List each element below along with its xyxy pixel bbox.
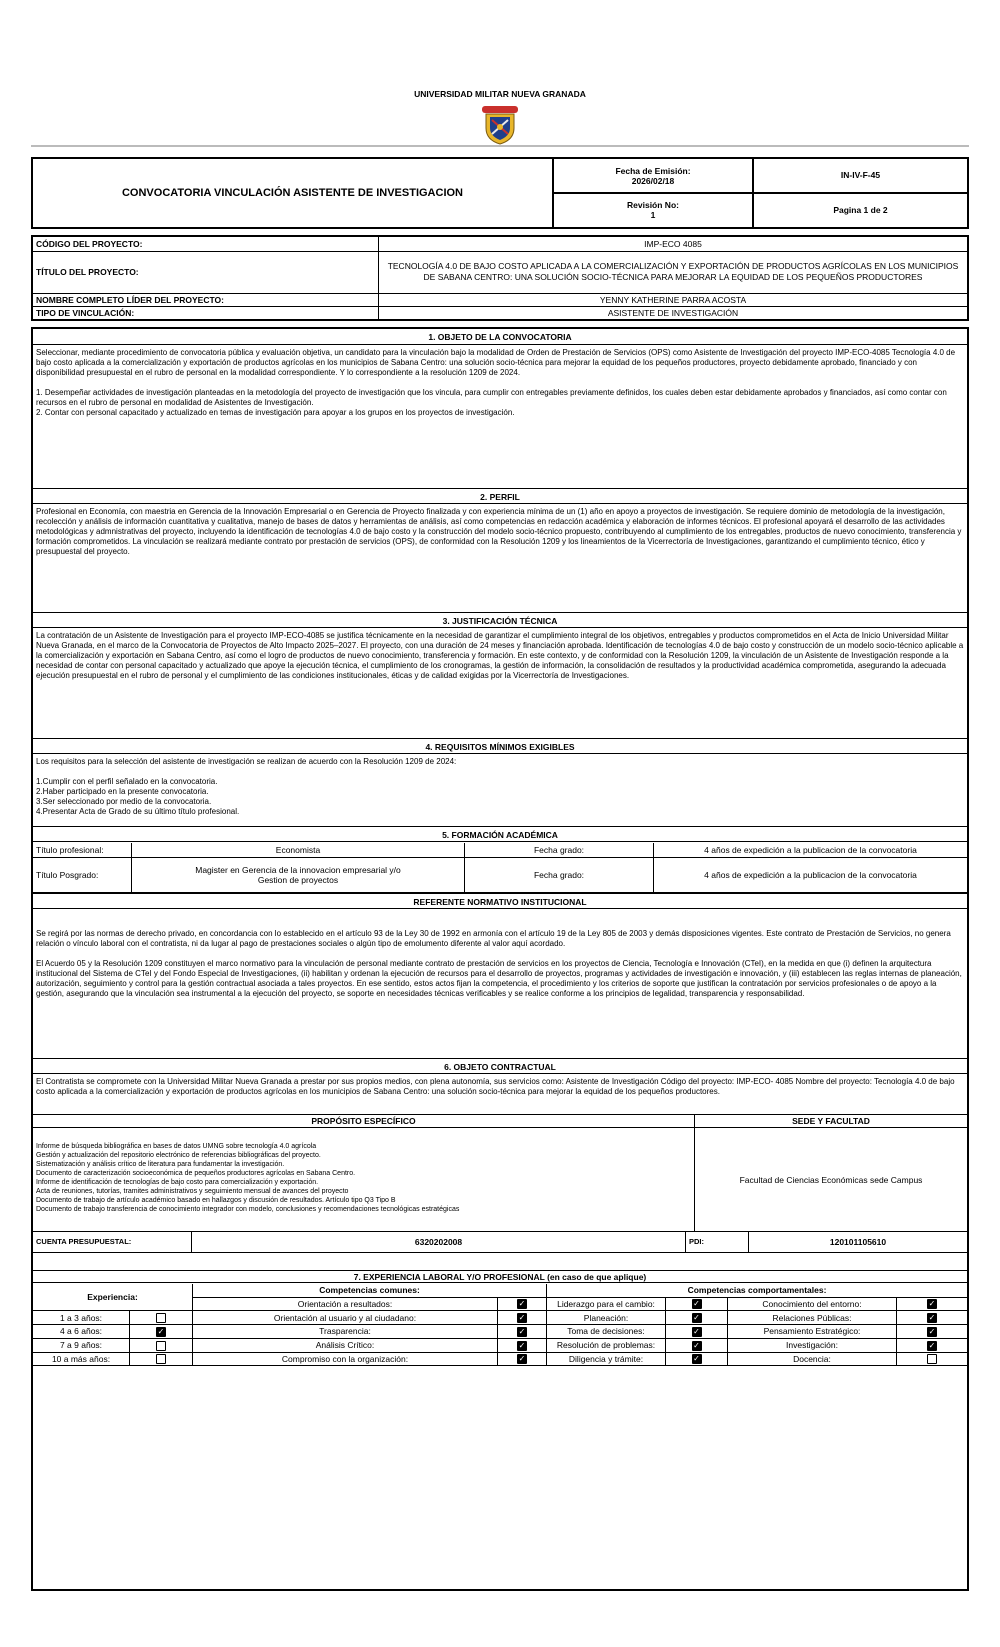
ref-title: REFERENTE NORMATIVO INSTITUCIONAL — [33, 893, 967, 909]
checkbox-cell — [498, 1311, 547, 1325]
checkbox-cell — [498, 1338, 547, 1352]
checkbox-cell — [130, 1311, 193, 1325]
budget-account: 6320202008 — [192, 1232, 686, 1252]
checkbox-unchecked-icon[interactable] — [156, 1313, 166, 1323]
project-title-label: TÍTULO DEL PROYECTO: — [33, 251, 379, 293]
s2-body: Profesional en Economía, con maestria en Gerencia de la Innovación Empresarial o en Gerencia de Proyecto finalizada y con experiencia mínima de un (1) año en apoyo a proyectos de investigación. Se requiere dominio de metodología de la investigación, recolección y análisis de información cuantitativa y cualitativa, manejo de bases de datos y herramientas de análisis, así como competencias en redacción académica y elaboración de informes técnicos. El profesional apoyará el desarrollo de las actividades metodológicas y admnistrativas del proyecto, incluyendo la identificación de tecnologías 4.0 de bajo costo y la construcción del modelo socio-técnico propuesto, contribuyendo al cumplimiento de los entregables, productos de nuevo conocimiento, transferencia y formación comprometidos. La vinculación se realizará mediante contrato por prestación de servicios (OPS), de conformidad con la Resolución 1209 y los lineamientos de la Vicerrectoría de Investigaciones, garantizando el cumplimiento técnico, ético y presupuestal del proyecto. — [36, 507, 962, 556]
checkbox-checked-icon[interactable]: ✓ — [518, 1299, 526, 1309]
revision-label: Revisión No: — [627, 200, 679, 210]
project-code-label: CÓDIGO DEL PROYECTO: — [33, 237, 379, 251]
postgrad-title — [132, 857, 465, 892]
checkbox-cell — [130, 1352, 193, 1366]
experience-range: 1 a 3 años: — [33, 1311, 130, 1325]
competency-behavioral: Planeación: — [547, 1311, 666, 1325]
s4-item: 3.Ser seleccionado por medio de la convocatoria. — [36, 797, 212, 806]
project-leader: YENNY KATHERINE PARRA ACOSTA — [379, 293, 968, 306]
s1-paragraph-2: 1. Desempeñar actividades de investigación planteadas en la metodología del proyecto de investigación que los vincula, para cumplir con entregables previamente definidos, los cuales deben estar debidamente aprobados y financiados, así como contar con recursos en el rubro de personal en modalidad de Asistentes de Investigación. — [36, 388, 947, 407]
university-crest-icon — [478, 104, 522, 146]
form-header — [31, 157, 969, 229]
checkbox-cell — [130, 1325, 193, 1339]
purpose-item: Documento de trabajo de artículo académico basado en hallazgos y discusión de resultados. Artículo tipo Q3 Tipo B — [36, 1197, 396, 1204]
checkbox-cell — [130, 1338, 193, 1352]
checkbox-checked-icon[interactable]: ✓ — [518, 1326, 526, 1336]
s4-item: 1.Cumplir con el perfil señalado en la convocatoria. — [36, 777, 218, 786]
emission-cell — [552, 159, 752, 194]
checkbox-checked-icon[interactable]: ✓ — [693, 1299, 700, 1309]
purpose-item: Documento de caracterización socioeconómica de pequeños productores agrícolas en Sabana Centro. — [36, 1170, 356, 1177]
behavioral-competencies-label: Competencias comportamentales: — [547, 1284, 968, 1297]
purpose-item: Gestión y actualización del repositorio electrónico de referencias bibliográficas del proyecto. — [36, 1152, 321, 1159]
s4-intro: Los requisitos para la selección del asistente de investigación se realizan de acuerdo con la Resolución 1209 de 2024: — [36, 757, 457, 766]
checkbox-checked-icon[interactable]: ✓ — [693, 1326, 700, 1336]
university-name: UNIVERSIDAD MILITAR NUEVA GRANADA — [414, 89, 586, 99]
checkbox-cell — [897, 1311, 968, 1325]
checkbox-cell — [666, 1338, 728, 1352]
checkbox-cell — [666, 1325, 728, 1339]
s1-paragraph-3: 2. Contar con personal capacitado y actualizado en temas de investigación para apoyar a los grupos en los proyectos de investigación. — [36, 408, 515, 417]
purpose-item: Sistematización y análisis crítico de literatura para fundamentar la investigación. — [36, 1161, 285, 1168]
project-leader-label: NOMBRE COMPLETO LÍDER DEL PROYECTO: — [33, 293, 379, 306]
experience-range: 7 a 9 años: — [33, 1338, 130, 1352]
s5-title: 5. FORMACIÓN ACADÉMICA — [33, 826, 967, 842]
checkbox-checked-icon[interactable]: ✓ — [518, 1313, 526, 1322]
checkbox-checked-icon[interactable]: ✓ — [693, 1313, 700, 1322]
competency-behavioral: Conocimiento del entorno: — [728, 1297, 897, 1311]
experience-label: Experiencia: — [33, 1284, 193, 1311]
s6-title: 6. OBJETO CONTRACTUAL — [33, 1058, 967, 1074]
checkbox-checked-icon[interactable]: ✓ — [693, 1354, 700, 1364]
competency-common: Trasparencia: — [193, 1325, 498, 1339]
emission-date: 2026/02/18 — [631, 176, 675, 186]
purpose-header: PROPÓSITO ESPECÍFICO — [33, 1115, 695, 1128]
grad-date: 4 años de expedición a la publicacion de la convocatoria — [654, 843, 968, 857]
checkbox-cell — [498, 1325, 547, 1339]
checkbox-checked-icon[interactable]: ✓ — [518, 1354, 526, 1364]
checkbox-checked-icon[interactable]: ✓ — [928, 1340, 936, 1350]
main-body — [31, 327, 969, 1591]
header-divider — [31, 145, 969, 147]
checkbox-cell — [897, 1338, 968, 1352]
postgrad-title-line-2: Gestion de proyectos — [257, 874, 339, 885]
checkbox-unchecked-icon[interactable] — [156, 1341, 166, 1351]
competency-behavioral: Relaciones Públicas: — [728, 1311, 897, 1325]
experience-range: 10 a más años: — [33, 1352, 130, 1366]
checkbox-checked-icon[interactable]: ✓ — [928, 1313, 936, 1322]
s4-item: 2.Haber participado en la presente convocatoria. — [36, 787, 209, 796]
competency-behavioral: Resolución de problemas: — [547, 1338, 666, 1352]
emission-label: Fecha de Emisión: — [615, 166, 691, 176]
s3-title: 3. JUSTIFICACIÓN TÉCNICA — [33, 612, 967, 628]
site-header: SEDE Y FACULTAD — [695, 1115, 968, 1128]
s2-title: 2. PERFIL — [33, 488, 967, 504]
s4-body — [33, 755, 967, 819]
revision-cell — [552, 194, 752, 227]
common-competencies-label: Competencias comunes: — [193, 1284, 547, 1297]
purpose-item: Informe de identificación de tecnologías de bajo costo para comercialización y exportación. — [36, 1179, 319, 1186]
professional-title: Economista — [132, 843, 465, 857]
competency-behavioral: Docencia: — [728, 1352, 897, 1366]
project-title: TECNOLOGÍA 4.0 DE BAJO COSTO APLICADA A LA COMERCIALIZACIÓN Y EXPORTACIÓN DE PRODUCTOS AGRÍCOLAS EN LOS MUNICIPIOS DE SABANA CENTRO: UNA SOLUCIÓN SOCIO-TÉCNICA PARA MEJORAR LA EQUIDAD DE LOS PEQUEÑOS PRODUCTORES — [379, 251, 968, 293]
checkbox-checked-icon[interactable]: ✓ — [928, 1299, 936, 1309]
checkbox-checked-icon[interactable]: ✓ — [693, 1340, 700, 1350]
s1-paragraph-1: Seleccionar, mediante procedimiento de convocatoria pública y evaluación objetiva, un candidato para la vinculación bajo la modalidad de Orden de Prestación de Servicios (OPS) como Asistente de Investigación del proyecto IMP-ECO-4085 Tecnología 4.0 de bajo costo aplicada a la comercialización y exportación de productos agrícolas en los municipios de Sabana Centro: una solución socio-técnica para mejorar la equidad de los pequeños productores, proyecto debidamente aprobado, financiado y con disponibilidad presupuestal en el rubro de personal en la modalidad correspondiente. Y lo correspondiente a la resolución 1209 de 2024. — [36, 348, 956, 377]
checkbox-unchecked-icon[interactable] — [927, 1354, 937, 1364]
checkbox-cell — [897, 1352, 968, 1366]
checkbox-unchecked-icon[interactable] — [156, 1354, 166, 1364]
ref-paragraph-1: Se regirá por las normas de derecho privado, en concordancia con lo establecido en el artículo 93 de la Ley 30 de 1992 en armonía con el artículo 19 de la Ley 805 de 2003 y demás disposiciones vigentes. Este contrato de Prestación de Servicios, no genera relación o vínculo laboral con el contratista, ni da lugar al pago de prestaciones sociales o algún tipo de emolumento diferente al valor aquí acordado. — [36, 929, 951, 948]
competency-behavioral: Diligencia y trámite: — [547, 1352, 666, 1366]
s5-table — [33, 843, 967, 893]
competency-common: Orientación a resultados: — [193, 1297, 498, 1311]
s1-title: 1. OBJETO DE LA CONVOCATORIA — [33, 329, 967, 345]
ref-paragraph-2: El Acuerdo 05 y la Resolución 1209 constituyen el marco normativo para la vinculación de personal mediante contrato de prestación de servicios en los proyectos de Ciencia, Tecnología e Innovación (CTeI), en la medida en que (i) definen la arquitectura institucional del Sistema de CTeI y del Fondo Especial de Investigaciones, (ii) habilitan y ordenan la ejecución de recursos para el desarrollo de proyectos, programas y actividades de investigación e innovación, y (iii) establecen las reglas internas de planeación, autorización, seguimiento y control para la gestión contractual asociada a tales proyectos. En ese sentido, estos actos fijan la competencia, el procedimiento y los criterios de soporte que justifican la contratación por servicios profesionales o de apoyo a la gestión, asegurando que la vinculación sea instrumental a la ejecución del proyecto, se soporte en necesidades técnicas verificables y se realice conforme a los principios de legalidad, transparencia y responsabilidad. — [36, 959, 962, 998]
checkbox-cell — [666, 1297, 728, 1311]
budget-label: CUENTA PRESUPUESTAL: — [33, 1232, 192, 1252]
postgrad-title-line-1: Magister en Gerencia de la innovacion empresarial y/o — [195, 864, 401, 875]
pdi-value: 120101105610 — [749, 1232, 968, 1252]
competency-behavioral: Pensamiento Estratégico: — [728, 1325, 897, 1339]
linkage-type: ASISTENTE DE INVESTIGACIÓN — [379, 306, 968, 319]
checkbox-checked-icon[interactable]: ✓ — [157, 1326, 165, 1336]
checkbox-cell — [498, 1352, 547, 1366]
project-info — [31, 235, 969, 321]
s1-body — [33, 346, 967, 420]
postgrad-title-label: Título Posgrado: — [33, 857, 132, 892]
project-code: IMP-ECO 4085 — [379, 237, 968, 251]
s4-item: 4.Presentar Acta de Grado de su último título profesional. — [36, 807, 240, 816]
form-code: IN-IV-F-45 — [752, 159, 967, 194]
pdi-label: PDI: — [686, 1232, 749, 1252]
professional-title-label: Título profesional: — [33, 843, 132, 857]
competency-behavioral: Investigación: — [728, 1338, 897, 1352]
grad-date-2: 4 años de expedición a la publicacion de la convocatoria — [654, 857, 968, 892]
linkage-type-label: TIPO DE VINCULACIÓN: — [33, 306, 379, 319]
grad-date-2-label: Fecha grado: — [465, 857, 654, 892]
s7-table — [33, 1284, 967, 1366]
competency-behavioral: Liderazgo para el cambio: — [547, 1297, 666, 1311]
s4-title: 4. REQUISITOS MÍNIMOS EXIGIBLES — [33, 738, 967, 754]
checkbox-cell — [897, 1297, 968, 1311]
checkbox-cell — [498, 1297, 547, 1311]
checkbox-cell — [666, 1311, 728, 1325]
s6-table — [33, 1114, 967, 1253]
s3-body: La contratación de un Asistente de Investigación para el proyecto IMP-ECO-4085 se justifica técnicamente en la necesidad de garantizar el cumplimiento integral de los objetivos, entregables y productos comprometidos en el Acta de Inicio Universidad Militar Nueva Granada, en el marco de la Convocatoria de Proyectos de Alto Impacto 2025–2027. El proyecto, con una duración de 24 meses y financiación aprobada. Identificación de tecnologías 4.0 de bajo costo y construcción de un modelo socio-técnico aplicable a la comercialización y exportación en Sabana Centro, así como el logro de productos de nuevo conocimiento, transferencia y formación. En este contexto, y de conformidad con la Resolución 1209, la vinculación de un Asistente de Investigación responde a la necesidad de contar con personal capacitado y actualizado que apoye la ejecución técnica, el cumplimiento de los cronogramas, la gestión de información, la consolidación de resultados y la productividad académica comprometida, asegurando la adecuada ejecución presupuestal en el rubro de personal y el cumplimiento de las condiciones institucionales, éticas y de calidad exigidas por la Vicerrectoría de Investigaciones. — [36, 631, 964, 680]
purpose-item: Informe de búsqueda bibliográfica en bases de datos UMNG sobre tecnología 4.0 agrícola — [36, 1143, 317, 1150]
checkbox-cell — [897, 1325, 968, 1339]
checkbox-checked-icon[interactable]: ✓ — [928, 1326, 936, 1336]
purpose-item: Documento de trabajo transferencia de conocimiento integrador con modelo, conclusiones y recomendaciones tecnológicas estratégicas — [36, 1206, 460, 1213]
competency-common: Orientación al usuario y al ciudadano: — [193, 1311, 498, 1325]
form-title: CONVOCATORIA VINCULACIÓN ASISTENTE DE INVESTIGACION — [121, 187, 464, 199]
revision-number: 1 — [650, 210, 656, 220]
competency-behavioral: Toma de decisiones: — [547, 1325, 666, 1339]
checkbox-cell — [666, 1352, 728, 1366]
site-faculty: Facultad de Ciencias Económicas sede Campus — [695, 1128, 968, 1232]
competency-common: Análisis Crítico: — [193, 1338, 498, 1352]
grad-date-label: Fecha grado: — [465, 843, 654, 857]
competency-common: Compromiso con la organización: — [193, 1352, 498, 1366]
s6-body: El Contratista se compromete con la Universidad Militar Nueva Granada a prestar por sus propios medios, con plena autonomía, sus servicios como: Asistente de Investigación Código del proyecto: IMP-ECO- 4085 Nombre del proyecto: Tecnología 4.0 de bajo costo aplicada a la comercialización y exportación de productos agrícolas en los municipios de Sabana Centro: una solución socio-técnica para mejorar la equidad de los pequeños productores. — [36, 1077, 955, 1096]
experience-range: 4 a 6 años: — [33, 1325, 130, 1339]
ref-body — [33, 927, 967, 1001]
s7-title: 7. EXPERIENCIA LABORAL Y/O PROFESIONAL (en caso de que aplique) — [33, 1270, 967, 1283]
purpose-list — [33, 1128, 695, 1232]
purpose-item: Acta de reuniones, tutorías, tramites administrativos y seguimiento mensual de avances del proyecto — [36, 1188, 349, 1195]
checkbox-checked-icon[interactable]: ✓ — [518, 1340, 526, 1350]
page-number: Pagina 1 de 2 — [752, 194, 967, 227]
